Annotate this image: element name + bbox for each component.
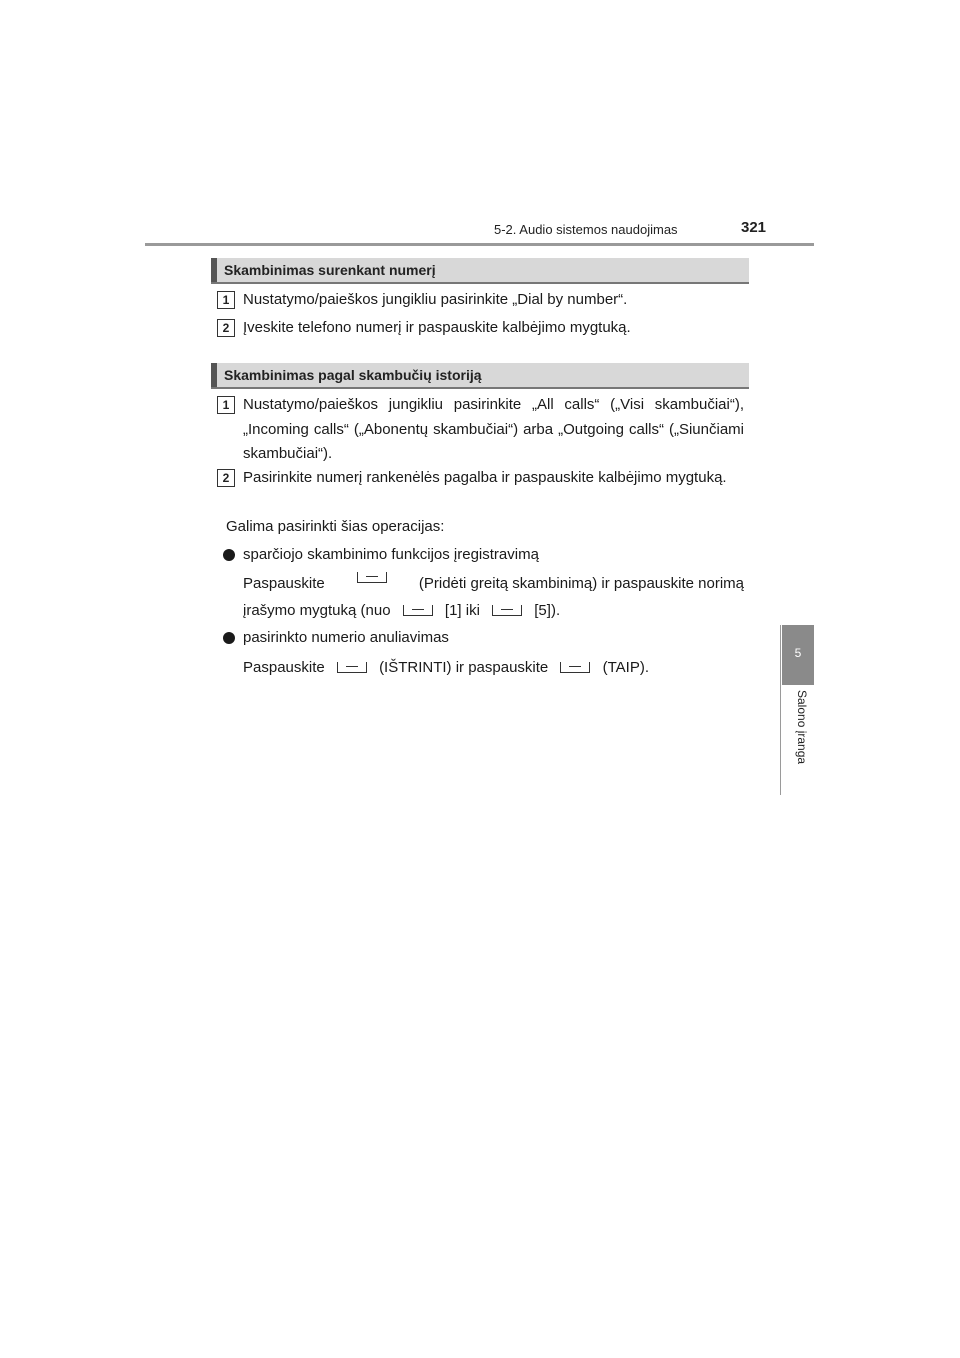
step-text: Įveskite telefono numerį ir paspauskite kalbėjimo mygtuką. — [243, 319, 631, 336]
operations-intro: Galima pasirinkti šias operacijas: — [226, 518, 445, 535]
header-divider — [145, 243, 814, 246]
operation-title: pasirinkto numerio anuliavimas — [243, 629, 449, 646]
operation-text: (TAIP). — [602, 659, 650, 676]
button-icon — [560, 662, 590, 673]
operation-line — [243, 572, 744, 596]
button-icon — [403, 605, 433, 616]
chapter-label: Salono įranga — [795, 690, 809, 765]
bullet-icon — [223, 632, 235, 644]
step-number-badge: 1 — [217, 291, 235, 309]
section-title: Skambinimas surenkant numerį — [224, 262, 436, 278]
bullet-icon — [223, 549, 235, 561]
button-icon — [492, 605, 522, 616]
operation-text: įrašymo mygtuką (nuo — [243, 602, 391, 619]
operation-text: [5]). — [534, 602, 561, 619]
chapter-number: 5 — [794, 646, 802, 660]
step-number-badge: 1 — [217, 396, 235, 414]
operation-text: Paspauskite — [243, 659, 325, 676]
side-divider — [780, 625, 781, 795]
step-text: Nustatymo/paieškos jungikliu pasirinkite „Dial by number“. — [243, 291, 628, 308]
section-title: Skambinimas pagal skambučių istoriją — [224, 367, 482, 383]
operation-title: sparčiojo skambinimo funkcijos įregistravimą — [243, 546, 539, 563]
operation-text: [1] iki — [444, 602, 480, 619]
operation-text: (Pridėti greitą skambinimą) ir paspauskite norimą — [418, 575, 744, 592]
button-icon — [357, 572, 387, 583]
step-number-badge: 2 — [217, 469, 235, 487]
step-text: Pasirinkite numerį rankenėlės pagalba ir paspauskite kalbėjimo mygtuką. — [243, 469, 727, 486]
section-header-history — [211, 363, 749, 389]
chapter-tab — [782, 625, 814, 685]
operation-text: (IŠTRINTI) ir paspauskite — [379, 659, 549, 676]
button-icon — [337, 662, 367, 673]
section-header-dial — [211, 258, 749, 284]
step-number-badge: 2 — [217, 319, 235, 337]
operation-text: Paspauskite — [243, 575, 325, 592]
step-text: Nustatymo/paieškos jungikliu pasirinkite „All calls“ („Visi skambučiai“), „Incoming calls“ („Abonentų skambučiai“) arba „Outgoing calls“ („Siunčiami skambučiai“). — [243, 396, 744, 462]
operation-line — [243, 599, 560, 623]
header-section-title: 5-2. Audio sistemos naudojimas — [494, 222, 678, 237]
operation-line — [243, 656, 649, 680]
page-number: 321 — [741, 219, 767, 236]
